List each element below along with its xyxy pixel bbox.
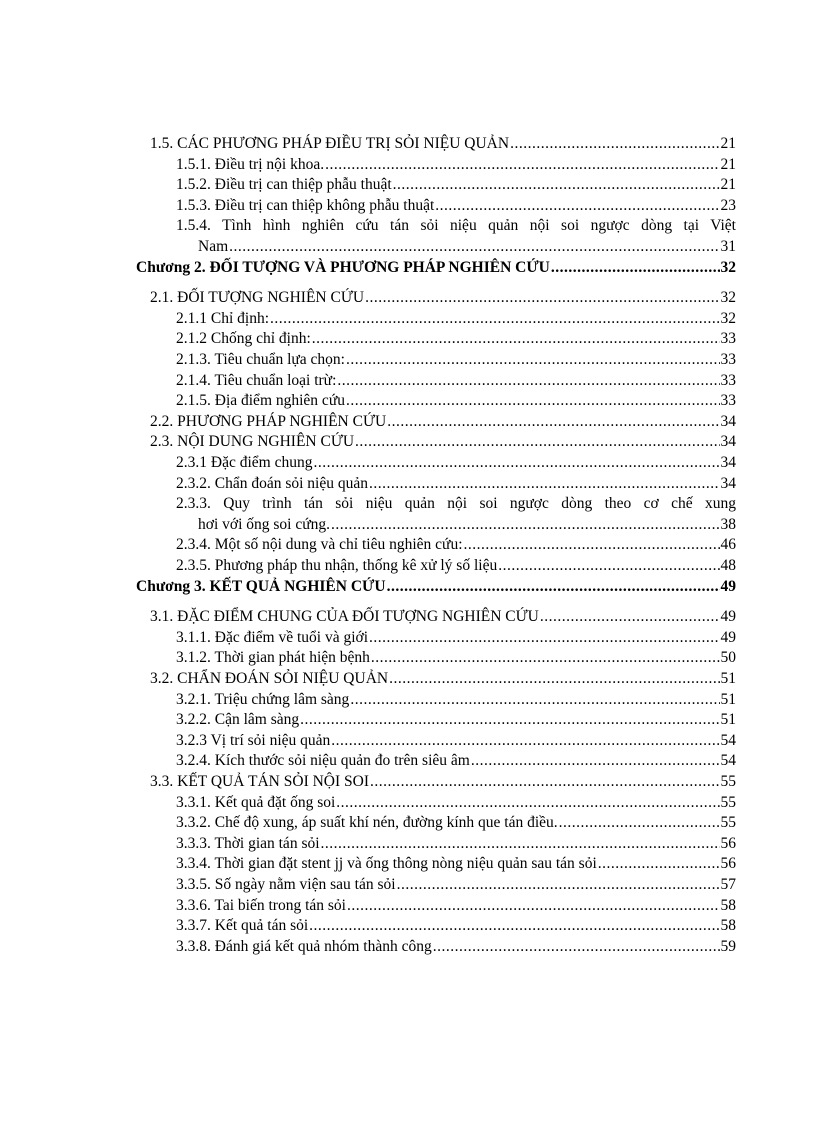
dot-leader [387, 577, 720, 597]
toc-entry[interactable] [176, 474, 736, 494]
toc-entry-text: 2.1. ĐỐI TƯỢNG NGHIÊN CỨU [150, 289, 365, 307]
toc-entry[interactable] [150, 432, 736, 452]
toc-entry[interactable] [176, 309, 736, 329]
dot-leader [393, 175, 720, 195]
dot-leader [313, 453, 719, 473]
toc-page-number: 34 [720, 412, 736, 430]
toc-entry-text: Chương 2. ĐỐI TƯỢNG VÀ PHƯƠNG PHÁP NGHIÊN CỨU [136, 258, 550, 276]
toc-entry[interactable] [176, 793, 736, 813]
toc-page-number: 32 [720, 258, 736, 276]
toc-page-number: 49 [720, 577, 736, 595]
toc-entry[interactable] [176, 329, 736, 349]
dot-leader [300, 710, 719, 730]
toc-entry-text: 3.3.6. Tai biến trong tán sỏi [176, 896, 346, 914]
dot-leader [551, 258, 720, 278]
toc-page-number: 55 [720, 773, 736, 790]
toc-page-number: 49 [720, 628, 736, 646]
dot-leader [435, 196, 719, 216]
dot-leader [325, 155, 719, 175]
dot-leader [321, 834, 720, 854]
toc-entry-text: hơi với ống soi cứng. [198, 515, 330, 533]
toc-page-number: 51 [720, 711, 736, 729]
toc-entry-text: 3.3. KẾT QUẢ TÁN SỎI NỘI SOI [150, 773, 370, 790]
toc-entry-text: 3.3.2. Chế độ xung, áp suất khí nén, đường kính que tán điều. [176, 814, 558, 832]
toc-entry[interactable] [150, 412, 736, 432]
toc-page-number: 32 [720, 309, 736, 327]
dot-leader [346, 350, 720, 370]
toc-entry-text: Chương 3. KẾT QUẢ NGHIÊN CỨU [136, 577, 386, 595]
toc-entry[interactable] [150, 288, 736, 308]
toc-page-number: 33 [720, 351, 736, 368]
toc-entry-text: 1.5.2. Điều trị can thiệp phẫu thuật [176, 176, 392, 194]
toc-entry-text: 3.2.1. Triệu chứng lâm sàng [176, 690, 350, 708]
toc-entry-text: 3.3.7. Kết quả tán sỏi [176, 917, 309, 935]
toc-entry[interactable] [150, 669, 736, 689]
toc-entry[interactable] [176, 731, 736, 751]
dot-leader [510, 134, 719, 154]
toc-page-number: 58 [720, 917, 736, 935]
toc-page-number: 58 [720, 896, 736, 914]
toc-entry-text: 3.1. ĐẶC ĐIỂM CHUNG CỦA ĐỐI TƯỢNG NGHIÊN CỨU [150, 608, 539, 626]
toc-entry-text: 3.2. CHẨN ĐOÁN SỎI NIỆU QUẢN [150, 670, 389, 687]
toc-page-number: 34 [720, 474, 736, 492]
dot-leader [371, 648, 720, 668]
toc-entry-text: 3.3.3. Thời gian tán sỏi [176, 834, 320, 852]
toc-page-number: 56 [720, 855, 736, 873]
toc-page-number: 32 [720, 289, 736, 307]
dot-leader [355, 432, 719, 452]
dot-leader [337, 371, 719, 391]
toc-entry[interactable] [150, 134, 736, 154]
toc-entry-text: 3.3.1. Kết quả đặt ống soi [176, 793, 336, 811]
dot-leader [331, 731, 719, 751]
dot-leader [369, 474, 719, 494]
toc-entry[interactable] [150, 772, 736, 792]
toc-entry-text: 2.3.2. Chẩn đoán sỏi niệu quản [176, 474, 369, 492]
toc-page-number: 49 [720, 608, 736, 626]
toc-entry-text: 3.2.3 Vị trí sỏi niệu quản [176, 731, 331, 749]
dot-leader [540, 607, 720, 627]
dot-leader [331, 515, 720, 535]
toc-entry[interactable] [176, 916, 736, 936]
toc-entry[interactable] [176, 350, 736, 370]
toc-entry-text: 3.1.2. Thời gian phát hiện bệnh [176, 649, 370, 667]
toc-page-number: 31 [720, 238, 736, 255]
toc-entry-text: 3.3.8. Đánh giá kết quả nhóm thành công [176, 937, 432, 955]
toc-entry-text: 1.5.4. Tình hình nghiên cứu tán sỏi niệu quản nội soi ngược dòng tại Việt [176, 217, 736, 235]
toc-entry[interactable] [176, 175, 736, 195]
toc-entry-text: 2.3.1 Đặc điểm chung [176, 454, 313, 471]
dot-leader [598, 854, 720, 874]
toc-entry-wrap-line[interactable] [176, 494, 736, 514]
toc-entry-wrap-line[interactable] [176, 216, 736, 236]
toc-entry-text: 3.2.2. Cận lâm sàng [176, 711, 300, 729]
toc-entry[interactable] [176, 896, 736, 916]
toc-page-number: 59 [720, 937, 736, 955]
toc-entry-text: 3.1.1. Đặc điểm về tuổi và giới [176, 628, 369, 646]
dot-leader [350, 690, 719, 710]
toc-entry[interactable] [176, 751, 736, 771]
toc-entry-text: Nam [198, 238, 229, 255]
toc-page-number: 46 [720, 536, 736, 554]
toc-page-number: 34 [720, 454, 736, 471]
dot-leader [347, 896, 720, 916]
toc-page-number: 55 [720, 814, 736, 832]
dot-leader [312, 329, 720, 349]
toc-page-number: 50 [720, 649, 736, 667]
dot-leader [471, 751, 720, 771]
toc-page-number: 33 [720, 392, 736, 410]
toc-page-number: 33 [720, 371, 736, 389]
toc-page-number: 48 [720, 557, 736, 574]
dot-leader [498, 556, 719, 576]
toc-page-number: 33 [720, 330, 736, 348]
toc-entry[interactable] [176, 690, 736, 710]
toc-entry[interactable] [176, 854, 736, 874]
toc-entry-text: 2.1.5. Địa điểm nghiên cứu [176, 392, 345, 410]
toc-entry[interactable] [176, 196, 736, 216]
toc-entry-text: 2.1.2 Chống chỉ định: [176, 330, 311, 348]
toc-page-number: 54 [720, 731, 736, 749]
dot-leader [229, 237, 719, 257]
toc-page-number: 21 [720, 176, 736, 194]
dot-leader [387, 412, 719, 432]
toc-entry[interactable] [176, 556, 736, 576]
toc-entry[interactable] [198, 515, 736, 535]
toc-entry-text: 2.3. NỘI DUNG NGHIÊN CỨU [150, 433, 355, 451]
toc-page-number: 38 [720, 515, 736, 533]
dot-leader [270, 309, 719, 329]
toc-entry[interactable] [198, 237, 736, 257]
dot-leader [464, 535, 720, 555]
toc-entry-text: 2.1.3. Tiêu chuẩn lựa chọn: [176, 351, 345, 368]
toc-entry-text: 1.5. CÁC PHƯƠNG PHÁP ĐIỀU TRỊ SỎI NIỆU QUẢN [150, 135, 510, 152]
toc-entry-text: 2.3.5. Phương pháp thu nhận, thống kê xử lý số liệu [176, 557, 498, 574]
toc-page-number: 23 [720, 196, 736, 214]
toc-page-number: 34 [720, 433, 736, 451]
toc-entry[interactable] [176, 371, 736, 391]
toc-entry-text: 3.3.5. Số ngày nằm viện sau tán sỏi [176, 876, 396, 893]
dot-leader [370, 772, 719, 792]
toc-entry-text: 2.1.1 Chỉ định: [176, 309, 270, 327]
toc-page-number: 21 [720, 155, 736, 173]
toc-chapter-entry[interactable] [136, 577, 736, 597]
toc-entry[interactable] [150, 607, 736, 627]
dot-leader [389, 669, 719, 689]
dot-leader [365, 288, 719, 308]
dot-leader [309, 916, 719, 936]
toc-page-number: 57 [720, 876, 736, 893]
toc-page-number: 21 [720, 135, 736, 152]
dot-leader [433, 937, 720, 957]
toc-entry[interactable] [176, 391, 736, 411]
dot-leader [559, 813, 720, 833]
toc-entry[interactable] [176, 648, 736, 668]
toc-page-number: 51 [720, 690, 736, 708]
toc-entry-text: 1.5.1. Điều trị nội khoa. [176, 155, 325, 173]
toc-entry-text: 2.1.4. Tiêu chuẩn loại trừ: [176, 371, 337, 389]
toc-chapter-entry[interactable] [136, 258, 736, 278]
toc-page-number: 56 [720, 834, 736, 852]
dot-leader [369, 628, 719, 648]
toc-entry-text: 3.3.4. Thời gian đặt stent jj và ống thông nòng niệu quản sau tán sỏi [176, 855, 597, 873]
toc-entry[interactable] [176, 875, 736, 895]
toc-entry-text: 3.2.4. Kích thước sỏi niệu quản đo trên siêu âm [176, 752, 470, 770]
toc-entry-text: 2.3.3. Quy trình tán sỏi niệu quản nội soi ngược dòng theo cơ chế xung [176, 495, 736, 513]
toc-entry[interactable] [176, 535, 736, 555]
toc-page-number: 55 [720, 793, 736, 811]
toc-entry[interactable] [176, 813, 736, 833]
dot-leader [336, 793, 719, 813]
toc-entry[interactable] [176, 155, 736, 175]
toc-entry[interactable] [176, 453, 736, 473]
toc-entry[interactable] [176, 710, 736, 730]
toc-page-number: 51 [720, 670, 736, 687]
toc-page-number: 54 [720, 752, 736, 770]
toc-entry[interactable] [176, 628, 736, 648]
toc-entry-text: 1.5.3. Điều trị can thiệp không phẫu thuật [176, 196, 435, 214]
toc-entry[interactable] [176, 937, 736, 957]
dot-leader [346, 391, 720, 411]
toc-entry-text: 2.2. PHƯƠNG PHÁP NGHIÊN CỨU [150, 412, 387, 430]
dot-leader [397, 875, 720, 895]
toc-entry[interactable] [176, 834, 736, 854]
toc-entry-text: 2.3.4. Một số nội dung và chỉ tiêu nghiên cứu: [176, 536, 463, 554]
